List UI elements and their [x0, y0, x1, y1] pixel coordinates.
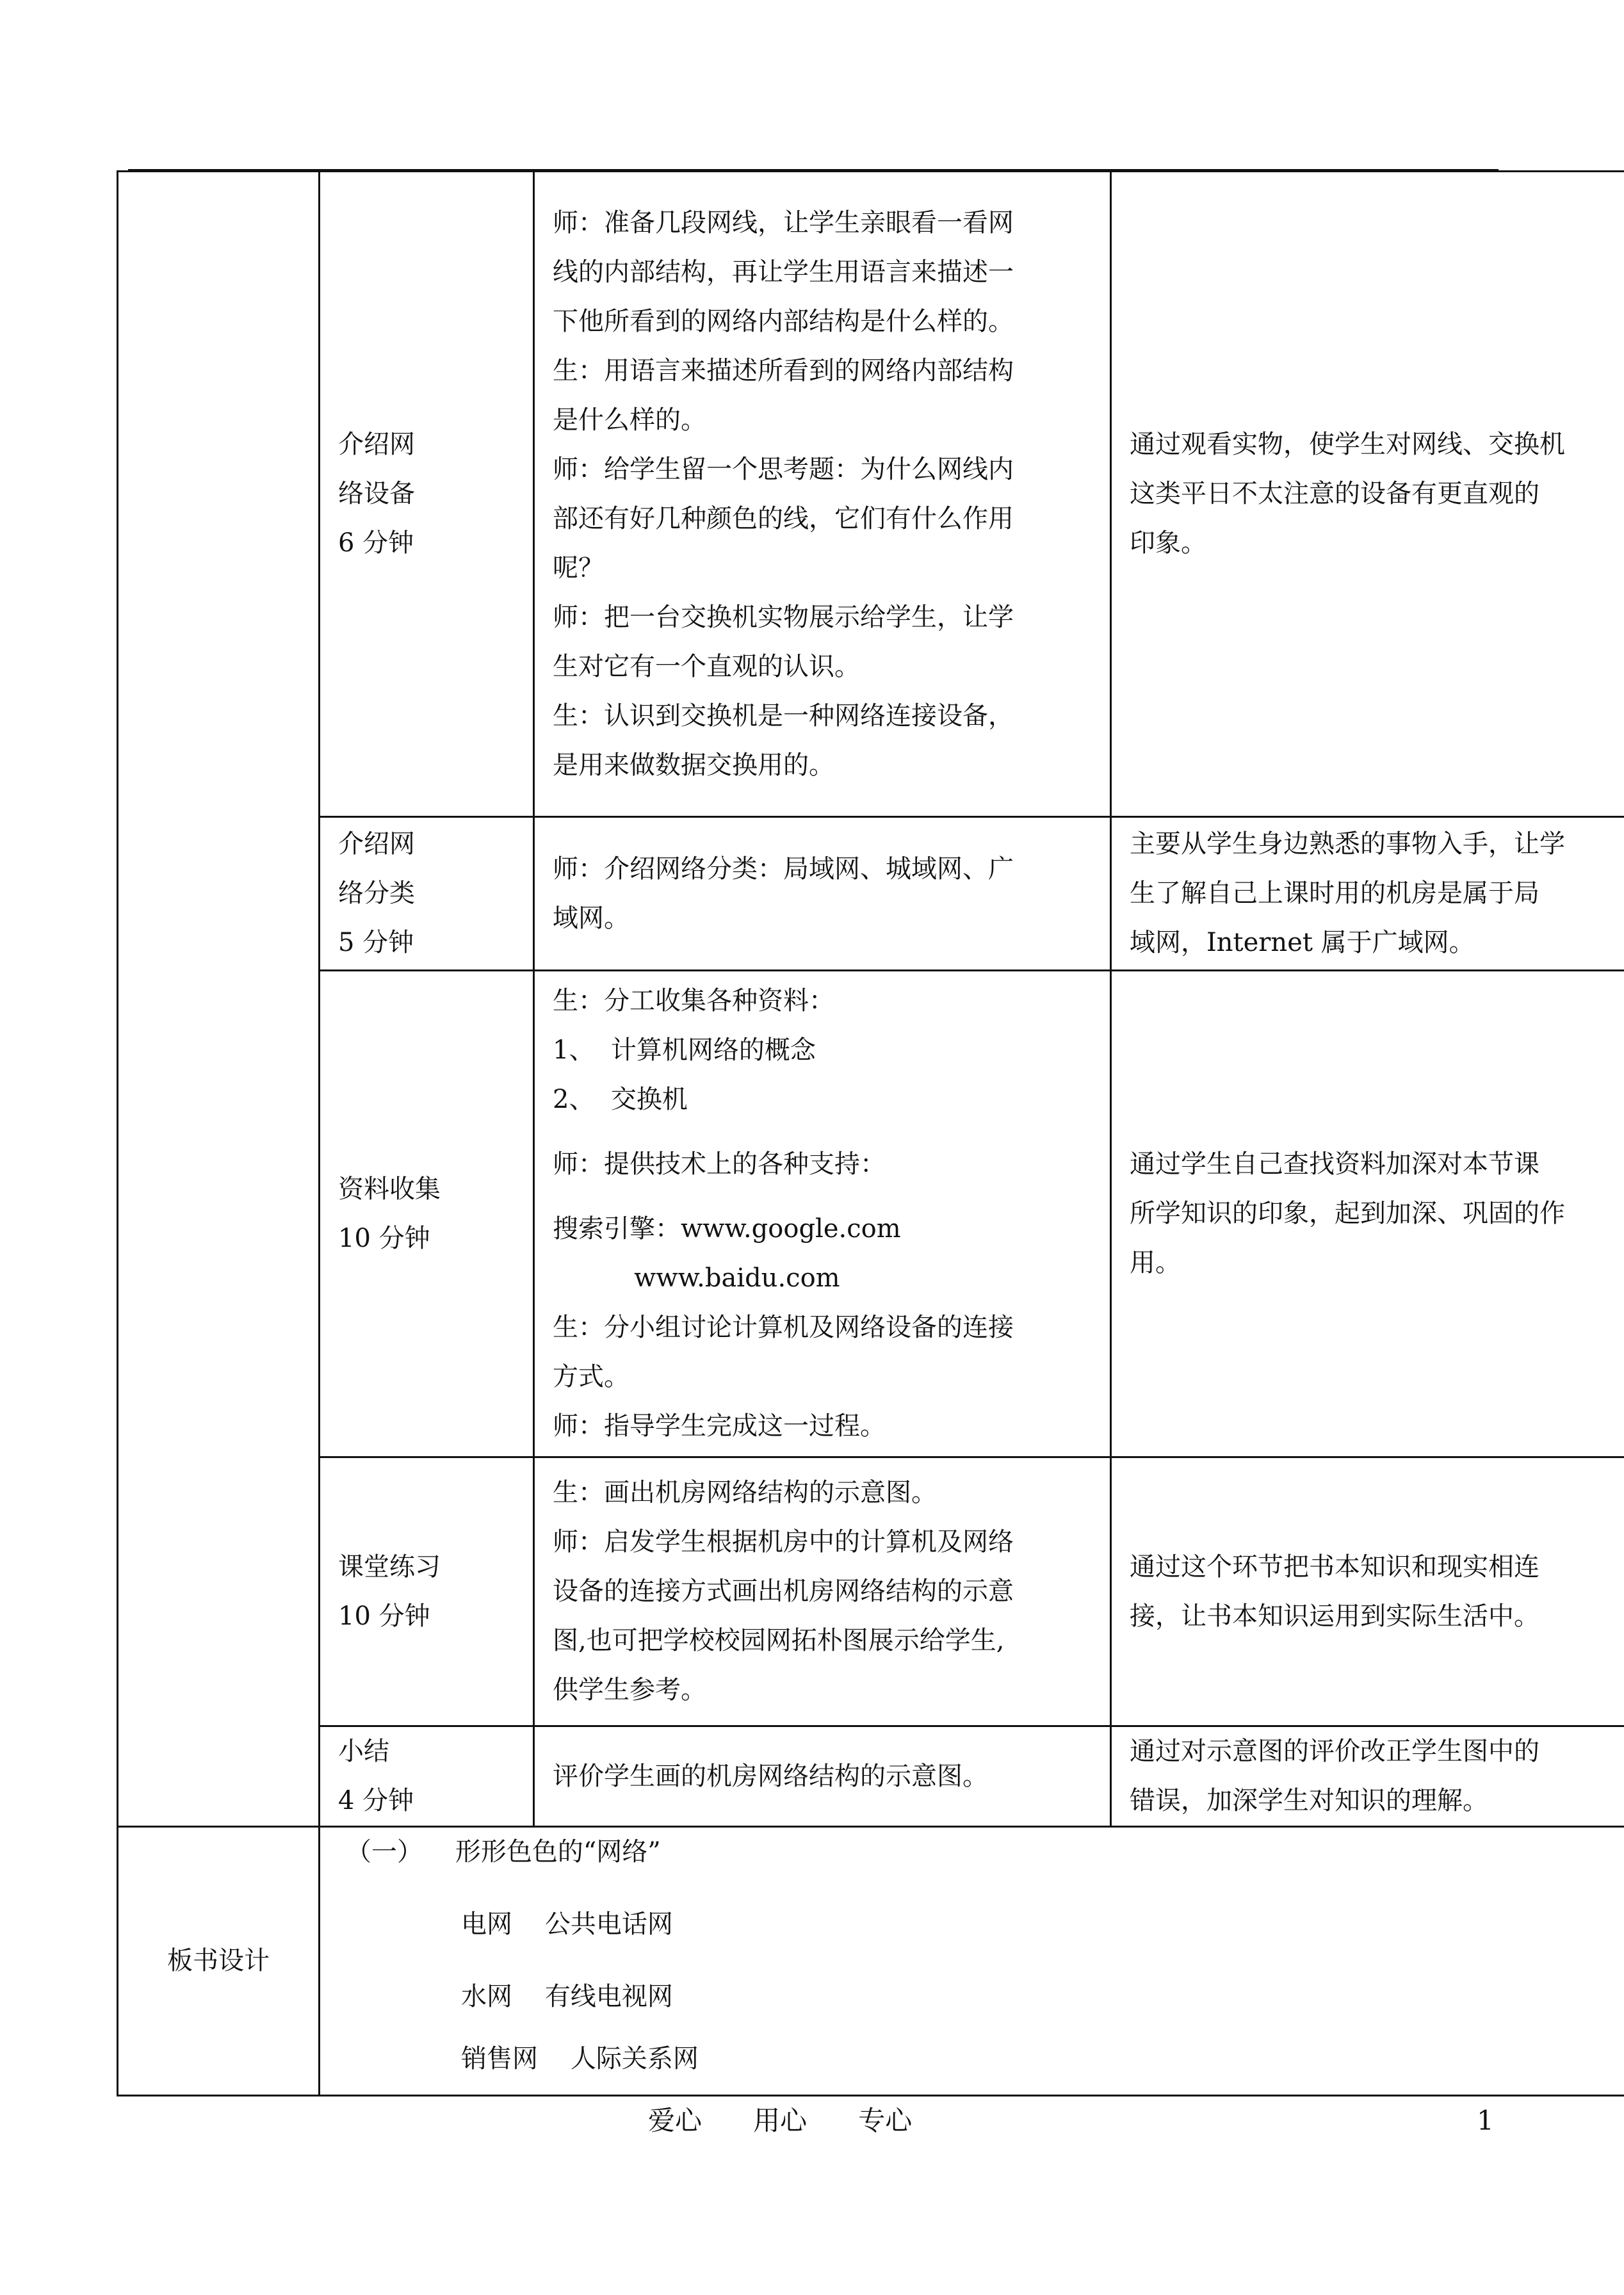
table-row: [118, 172, 1624, 817]
activity-line: 生：分工收集各种资料：: [553, 986, 834, 1016]
step-duration: 10 分钟: [338, 1223, 430, 1253]
intent-line: 域网，Internet 属于广域网。: [1130, 928, 1475, 957]
footer-motto: 爱心 用心 专心: [648, 2105, 913, 2136]
table-row: [118, 1457, 1624, 1726]
step-duration: 10 分钟: [338, 1601, 430, 1631]
intent-line: 通过观看实物，使学生对网线、交换机: [1130, 430, 1565, 459]
activity-line: 师：介绍网络分类：局域网、城域网、广: [553, 854, 1014, 884]
step-label: 小结: [338, 1737, 389, 1766]
lesson-plan-table: [117, 170, 1624, 2096]
intent-line: 接，让书本知识运用到实际生活中。: [1130, 1601, 1539, 1631]
activity-line: 师：启发学生根据机房中的计算机及网络: [553, 1527, 1014, 1557]
activity-cell: [534, 172, 1111, 817]
activity-line: 搜索引擎：www.google.com: [553, 1214, 901, 1244]
activity-line: 生：画出机房网络结构的示意图。: [553, 1478, 937, 1507]
activity-line: 2、 交换机: [553, 1085, 688, 1114]
board-heading: （一） 形形色色的“网络”: [346, 1837, 661, 1867]
board-item: 水网 有线电视网: [461, 1982, 673, 2011]
activity-line: 图,也可把学校校园网拓朴图展示给学生,: [553, 1626, 1005, 1655]
table-row: [118, 971, 1624, 1457]
activity-line: 师：给学生留一个思考题：为什么网线内: [553, 454, 1014, 484]
board-label: 板书设计: [167, 1946, 270, 1975]
step-label: 资料收集: [338, 1174, 441, 1204]
step-duration: 4 分钟: [338, 1786, 414, 1815]
board-label-cell: [118, 1827, 320, 2096]
table-row: [118, 1726, 1624, 1827]
step-label: 课堂练习: [338, 1552, 441, 1582]
step-label-cell: [320, 817, 534, 971]
step-label-cell: [320, 1726, 534, 1827]
activity-line: 设备的连接方式画出机房网络结构的示意: [553, 1577, 1014, 1606]
activity-line: www.baidu.com: [553, 1263, 840, 1293]
activity-line: 线的内部结构，再让学生用语言来描述一: [553, 257, 1014, 287]
intent-cell: [1111, 1457, 1624, 1726]
activity-line: 是用来做数据交换用的。: [553, 750, 834, 780]
activity-line: 域网。: [553, 903, 629, 933]
activity-line: 生：用语言来描述所看到的网络内部结构: [553, 355, 1014, 385]
activity-line: 呢？: [553, 553, 604, 583]
board-design-row: [118, 1827, 1624, 2096]
intent-line: 用。: [1130, 1248, 1181, 1277]
board-item: 电网 公共电话网: [461, 1910, 673, 1939]
intent-cell: [1111, 1726, 1624, 1827]
intent-line: 印象。: [1130, 528, 1206, 558]
activity-line: 下他所看到的网络内部结构是什么样的。: [553, 306, 1014, 336]
step-label: 络分类: [338, 879, 415, 908]
activity-line: 供学生参考。: [553, 1675, 706, 1705]
board-content-cell: [320, 1827, 1624, 2096]
step-label: 介绍网: [338, 430, 415, 459]
intent-cell: [1111, 172, 1624, 817]
step-label-cell: [320, 971, 534, 1457]
board-item: 销售网 人际关系网: [461, 2044, 699, 2073]
activity-cell: [534, 971, 1111, 1457]
page-number: 1: [1477, 2105, 1494, 2136]
blank-stage-cell: [118, 172, 320, 1827]
step-label-cell: [320, 1457, 534, 1726]
intent-cell: [1111, 971, 1624, 1457]
activity-line: 生：认识到交换机是一种网络连接设备，: [553, 701, 1014, 731]
intent-line: 错误，加深学生对知识的理解。: [1130, 1786, 1488, 1815]
activity-line: 生：分小组讨论计算机及网络设备的连接: [553, 1313, 1014, 1342]
intent-line: 这类平日不太注意的设备有更直观的: [1130, 479, 1539, 508]
intent-line: 主要从学生身边熟悉的事物入手，让学: [1130, 829, 1565, 859]
intent-cell: [1111, 817, 1624, 971]
activity-line: 师：提供技术上的各种支持：: [553, 1149, 886, 1179]
step-duration: 6 分钟: [338, 528, 414, 558]
activity-line: 评价学生画的机房网络结构的示意图。: [553, 1761, 988, 1791]
activity-line: 师：指导学生完成这一过程。: [553, 1411, 886, 1441]
intent-line: 通过对示意图的评价改正学生图中的: [1130, 1737, 1539, 1766]
activity-line: 师：准备几段网线，让学生亲眼看一看网: [553, 207, 1014, 238]
step-label: 络设备: [338, 479, 415, 508]
intent-line: 通过这个环节把书本知识和现实相连: [1130, 1552, 1539, 1582]
activity-line: 方式。: [553, 1362, 629, 1391]
activity-line: 生对它有一个直观的认识。: [553, 651, 860, 681]
intent-line: 通过学生自己查找资料加深对本节课: [1130, 1149, 1539, 1179]
activity-line: 是什么样的。: [553, 405, 706, 435]
intent-line: 生了解自己上课时用的机房是属于局: [1130, 879, 1539, 908]
activity-line: 1、 计算机网络的概念: [553, 1035, 816, 1065]
activity-cell: [534, 1457, 1111, 1726]
step-label: 介绍网: [338, 829, 415, 859]
page-footer: [0, 2102, 1624, 2140]
step-duration: 5 分钟: [338, 928, 414, 957]
table-row: [118, 817, 1624, 971]
activity-cell: [534, 817, 1111, 971]
activity-line: 师：把一台交换机实物展示给学生，让学: [553, 602, 1014, 632]
activity-line: 部还有好几种颜色的线，它们有什么作用: [553, 503, 1014, 533]
step-label-cell: [320, 172, 534, 817]
activity-cell: [534, 1726, 1111, 1827]
intent-line: 所学知识的印象，起到加深、巩固的作: [1130, 1199, 1565, 1228]
